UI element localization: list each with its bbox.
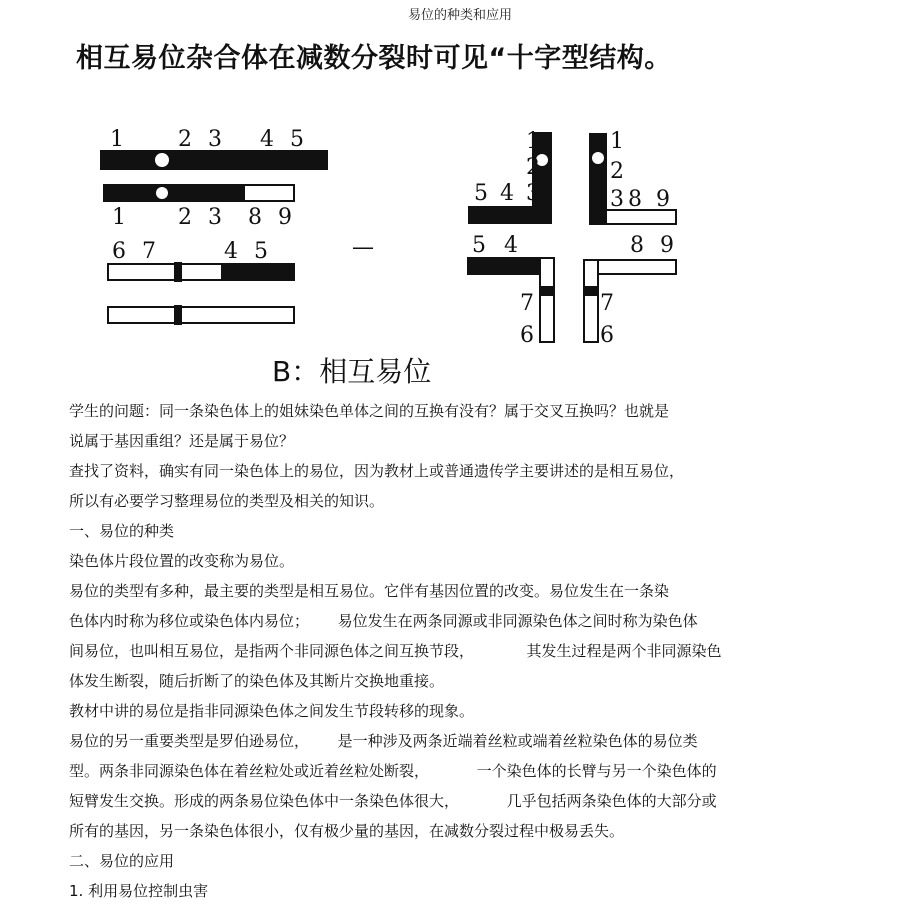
cross-bl-centromere: [541, 286, 553, 296]
chr1-label: 1: [110, 127, 124, 152]
paragraph-line: 间易位，也叫相互易位，是指两个非同源色体之间互换节段， 其发生过程是两个非同源染色: [69, 642, 722, 660]
cross-tr-centromere: [592, 152, 604, 164]
paragraph-line: 所以有必要学习整理易位的类型及相关的知识。: [69, 492, 385, 510]
cross-tr-v-label: 2: [610, 159, 624, 184]
cross-br-h-label: 8: [630, 233, 644, 258]
cross-bl-h-label: 4: [504, 233, 518, 258]
chr1-label: 4: [260, 127, 274, 152]
centromere-4: [174, 305, 182, 325]
cross-tr-h-label: 8: [628, 187, 642, 212]
figure-caption: B：相互易位: [272, 355, 432, 388]
centromere-1: [155, 153, 169, 167]
chr2-label: 9: [278, 205, 292, 230]
chromosome-4: [108, 307, 294, 323]
paragraph-line: 学生的问题：同一条染色体上的姐妹染色单体之间的互换有没有？属于交叉互换吗？也就是: [69, 402, 670, 420]
cross-tr-v-label: 1: [610, 129, 624, 154]
centromere-3: [174, 262, 182, 282]
paragraph-line: 型。两条非同源染色体在着丝粒处或近着丝粒处断裂， 一个染色体的长臂与另一个染色体的: [69, 762, 717, 780]
paragraph-line: 教材中讲的易位是指非同源染色体之间发生节段转移的现象。: [69, 702, 475, 720]
subsection-heading: 1. 利用易位控制虫害: [69, 882, 209, 900]
chr3-label: 6: [112, 239, 126, 264]
cross-br-v-label: 6: [600, 323, 614, 348]
chr3-label: 7: [142, 239, 156, 264]
page-header: 易位的种类和应用: [407, 8, 512, 23]
cross-bl-v-label: 7: [520, 291, 534, 316]
chr2-label: 8: [248, 205, 262, 230]
cross-tr-vertical: [590, 134, 606, 224]
cross-bl-v-label: 6: [520, 323, 534, 348]
cross-tl-h-label: 4: [500, 181, 514, 206]
chr3-label: 5: [254, 239, 268, 264]
chr1-label: 5: [290, 127, 304, 152]
chromosome-2-black: [104, 185, 244, 201]
chr3-label: 4: [224, 239, 238, 264]
section-heading: 一、易位的种类: [69, 522, 175, 540]
paragraph-line: 所有的基因，另一条染色体很小，仅有极少量的基因，在减数分裂过程中极易丢失。: [69, 822, 625, 840]
chromosome-1: [100, 150, 328, 170]
cross-tr-v-label: 3: [610, 187, 624, 212]
cross-bl-horizontal: [468, 258, 540, 274]
centromere-2: [156, 187, 168, 199]
cross-tl-v-label: 2: [526, 155, 540, 180]
chromosome-3-black: [222, 264, 294, 280]
cross-br-vertical: [584, 260, 598, 342]
paragraph-line: 说属于基因重组？还是属于易位？: [69, 432, 295, 450]
body-text: [69, 396, 859, 906]
translocation-diagram: [90, 118, 710, 358]
chromosome-3-white: [108, 264, 222, 280]
cross-tr-h-label: 9: [656, 187, 670, 212]
paragraph-line: 易位的类型有多种，最主要的类型是相互易位。它伴有基因位置的改变。易位发生在一条染: [69, 582, 670, 600]
chromosome-2-white: [244, 185, 294, 201]
cross-bl-h-label: 5: [472, 233, 486, 258]
chr2-label: 1: [112, 205, 126, 230]
cross-tl-v-label: 1: [526, 129, 540, 154]
paragraph-line: 短臂发生交换。形成的两条易位染色体中一条染色体很大， 几乎包括两条染色体的大部分或: [69, 792, 717, 810]
cross-tl-v-label: 3: [526, 181, 540, 206]
paragraph-line: 体发生断裂，随后折断了的染色体及其断片交换地重接。: [69, 672, 445, 690]
cross-tl-horizontal: [468, 206, 552, 224]
cross-tl-h-label: 5: [474, 181, 488, 206]
cross-tr-horizontal: [606, 210, 676, 224]
translocation-figure: [90, 118, 710, 358]
cross-br-v-label: 7: [600, 291, 614, 316]
arrow-dash: —: [352, 235, 374, 260]
chr2-label: 2: [178, 205, 192, 230]
paragraph-line: 色体内时称为移位或染色体内易位； 易位发生在两条同源或非同源染色体之间时称为染色体: [69, 612, 698, 630]
main-heading: 相互易位杂合体在减数分裂时可见“十字型结构。: [76, 43, 672, 74]
cross-br-centromere: [585, 286, 597, 296]
cross-bl-vertical: [540, 258, 554, 342]
paragraph-line: 染色体片段位置的改变称为易位。: [69, 552, 295, 570]
chr2-label: 3: [208, 205, 222, 230]
chr1-label: 2: [178, 127, 192, 152]
paragraph-line: 易位的另一重要类型是罗伯逊易位， 是一种涉及两条近端着丝粒或端着丝粒染色体的易位类: [69, 732, 698, 750]
cross-br-h-label: 9: [660, 233, 674, 258]
paragraph-line: 查找了资料，确实有同一染色体上的易位，因为教材上或普通遗传学主要讲述的是相互易位，: [69, 462, 685, 480]
chr1-label: 3: [208, 127, 222, 152]
section-heading: 二、易位的应用: [69, 852, 175, 870]
